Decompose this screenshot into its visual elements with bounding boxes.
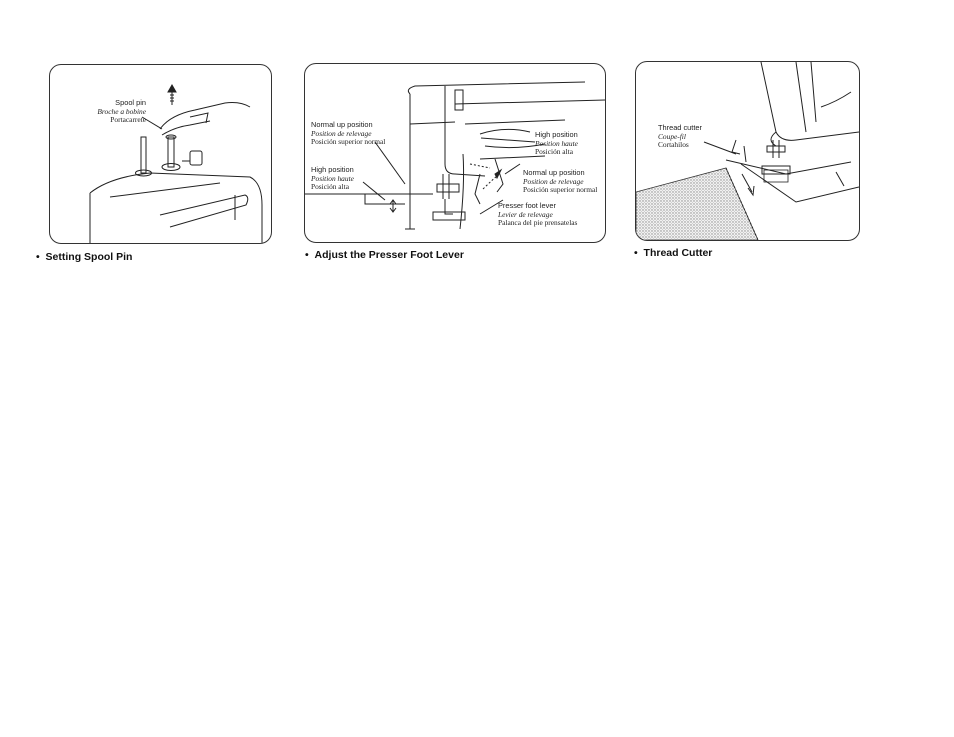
caption-text: Setting Spool Pin [45, 251, 133, 263]
label-presser-foot-lever [498, 202, 577, 228]
caption-text: Thread Cutter [643, 247, 713, 259]
thread-cutter-illustration [635, 61, 860, 241]
caption-setting-spool-pin [36, 251, 132, 263]
caption-adjust-presser-foot-lever [305, 249, 464, 261]
caption-thread-cutter [634, 247, 712, 259]
label-es: Portacarrete [110, 115, 146, 125]
label-en: Normal up position [311, 120, 373, 129]
label-fr: Position de relevage [523, 176, 584, 186]
label-en: High position [311, 165, 354, 174]
label-es: Posición alta [535, 147, 573, 157]
label-en: Presser foot lever [498, 201, 556, 210]
label-fr: Position haute [311, 173, 354, 183]
label-normal-up-left [311, 121, 385, 147]
label-high-left [311, 166, 354, 192]
spool-pin-drawing [50, 65, 271, 243]
label-normal-up-right [523, 169, 597, 195]
caption-text: Adjust the Presser Foot Lever [314, 249, 464, 261]
label-fr: Position de relevage [311, 128, 372, 138]
label-fr: Coupe-fil [658, 131, 686, 141]
label-fr: Levier de relevage [498, 209, 553, 219]
label-high-right [535, 131, 578, 157]
bullet: • [36, 251, 40, 263]
spool-pin-illustration [49, 64, 272, 244]
thread-cutter-drawing [636, 62, 859, 240]
label-en: High position [535, 130, 578, 139]
label-es: Posición superior normal [523, 185, 598, 195]
thread-cutter-label [658, 124, 702, 150]
label-en: Thread cutter [658, 123, 702, 132]
label-fr: Broche a bobine [97, 106, 146, 116]
label-en: Spool pin [115, 98, 146, 107]
label-es: Palanca del pie prensatelas [498, 218, 578, 228]
bullet: • [305, 249, 309, 261]
label-fr: Position haute [535, 138, 578, 148]
label-es: Posición alta [311, 182, 349, 192]
label-es: Cortahilos [658, 140, 689, 150]
label-es: Posición superior normal [311, 137, 386, 147]
bullet: • [634, 247, 638, 259]
presser-foot-lever-illustration [304, 63, 606, 243]
label-en: Normal up position [523, 168, 585, 177]
spool-pin-label [72, 99, 146, 125]
